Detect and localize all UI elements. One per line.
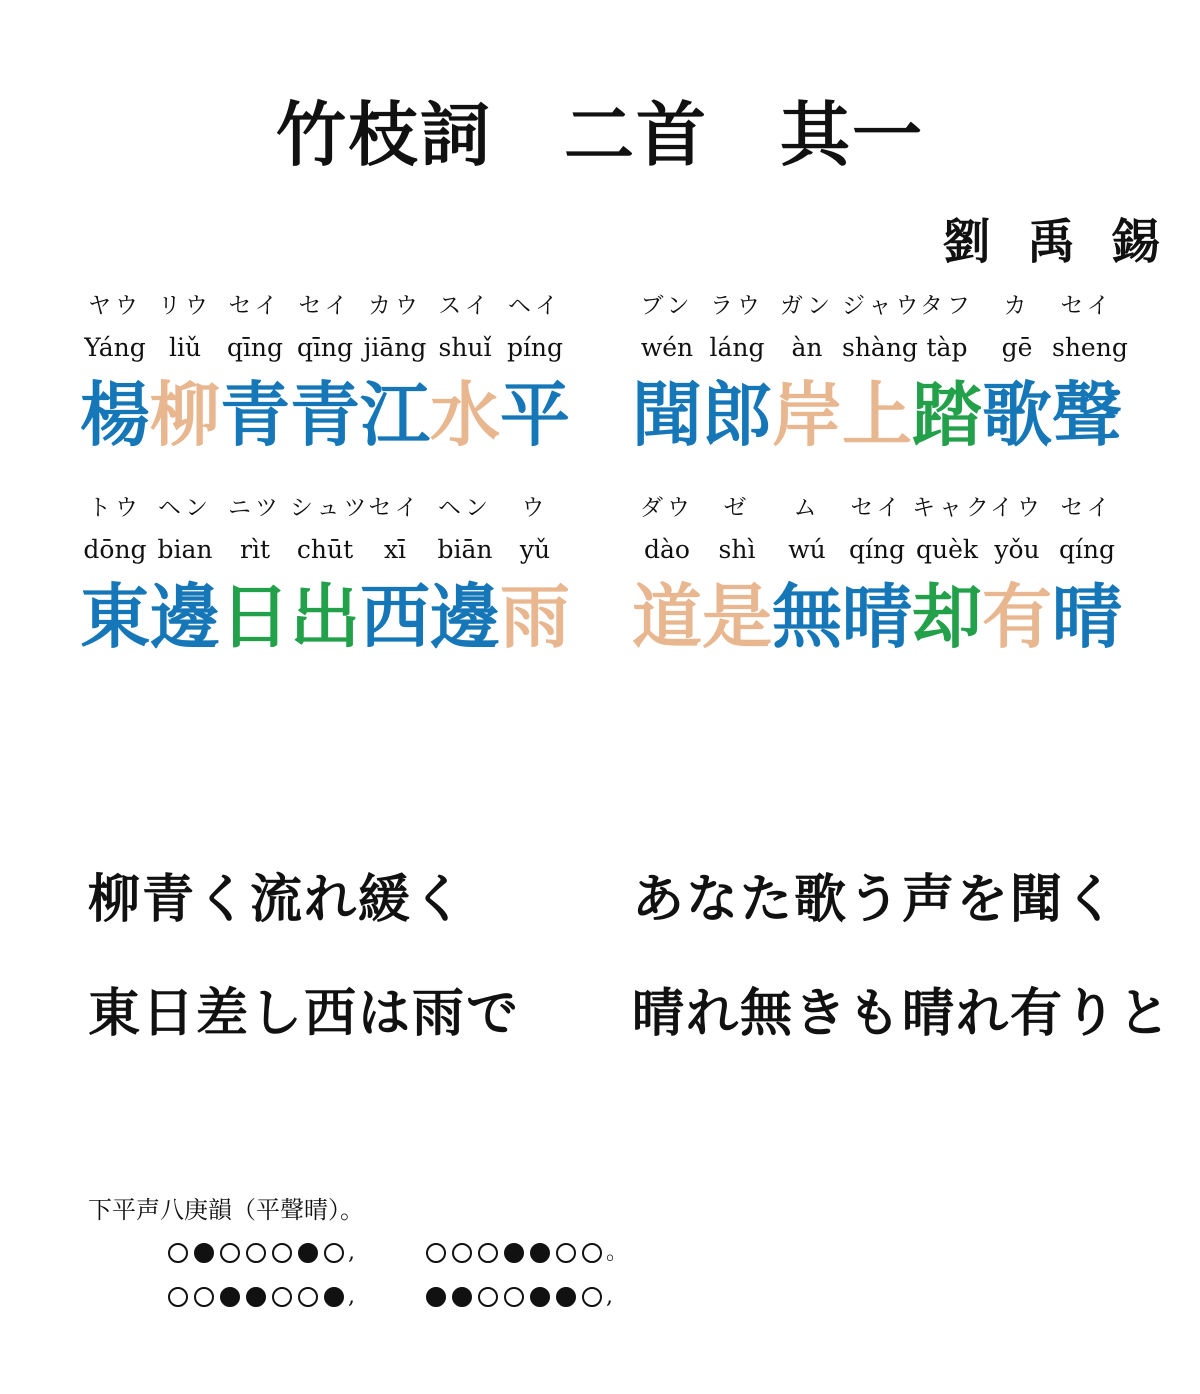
pinyin-reading: sheng [1052,333,1128,362]
hanzi-character: 岸 [772,374,842,456]
pinyin-reading: tàp [926,333,968,362]
hanzi-character: 無 [772,576,842,658]
filled-circle-icon [246,1287,266,1307]
verse-block-3 [80,488,570,662]
open-circle-icon [272,1287,292,1307]
verse-block-1 [80,286,570,460]
kana-reading: ガン [780,293,834,319]
pinyin-reading: Yáng [84,333,146,362]
hanzi-character: 楊 [80,374,150,456]
open-circle-icon [452,1243,472,1263]
filled-circle-icon [556,1287,576,1307]
filled-circle-icon [452,1287,472,1307]
pinyin-reading: wén [640,333,694,362]
pinyin-reading: liǔ [168,333,202,362]
translation-line-4: 晴れ無きも晴れ有りと [632,984,1173,1044]
pinyin-reading: quèk [915,535,979,564]
hanzi-character: 青 [290,374,360,456]
hanzi-character: 晴 [842,576,912,658]
kana-reading: カウ [368,293,422,319]
filled-circle-icon [530,1287,550,1307]
kana-reading: トウ [88,495,142,521]
kana-reading: カ [1003,293,1031,319]
pinyin-row [80,528,570,572]
hanzi-character: 青 [220,374,290,456]
kana-row [632,488,1122,528]
open-circle-icon [426,1243,446,1263]
hanzi-character: 日 [220,576,290,658]
pinyin-reading: yǒu [994,535,1040,564]
filled-circle-icon [194,1243,214,1263]
pinyin-reading: wú [788,535,826,564]
kana-reading: リウ [158,293,212,319]
hanzi-character: 道 [632,576,702,658]
hanzi-character: 雨 [500,576,570,658]
kana-reading: ラウ [710,293,764,319]
kana-reading: セイ [228,293,282,319]
pattern-punctuation: , [348,1284,355,1309]
pattern-punctuation: , [348,1240,355,1265]
open-circle-icon [556,1243,576,1263]
kana-reading: シュツ [290,495,371,521]
kana-reading: セイ [368,495,422,521]
kana-reading: キャク [912,495,993,521]
kana-reading: スイ [438,293,492,319]
poem-author: 劉 禹 錫 [942,214,1170,270]
translation-line-1: 柳青く流れ緩く [88,870,467,930]
hanzi-character: 水 [430,374,500,456]
kana-reading: タフ [920,293,974,319]
pinyin-reading: qíng [1058,535,1116,564]
translation-line-3: 東日差し西は雨で [88,984,521,1044]
verse-block-2 [632,286,1128,460]
hanzi-row [632,572,1122,662]
tonal-pattern-line-3 [168,1282,355,1312]
poem-title: 竹枝詞 二首 其一 [276,94,924,176]
kana-reading: ジャウ [842,293,923,319]
open-circle-icon [298,1287,318,1307]
kana-reading: ム [793,495,821,521]
hanzi-character: 東 [80,576,150,658]
pinyin-reading: dōng [83,535,147,564]
open-circle-icon [478,1243,498,1263]
kana-reading: ヘン [438,495,492,521]
open-circle-icon [168,1287,188,1307]
hanzi-character: 邊 [430,576,500,658]
hanzi-character: 晴 [1052,576,1122,658]
kana-reading: セイ [298,293,352,319]
filled-circle-icon [220,1287,240,1307]
pattern-punctuation: 。 [606,1240,629,1265]
pinyin-reading: àn [791,333,823,362]
pinyin-reading: chūt [296,535,354,564]
open-circle-icon [246,1243,266,1263]
hanzi-character: 踏 [912,374,982,456]
pinyin-reading: yǔ [519,535,551,564]
open-circle-icon [478,1287,498,1307]
pinyin-reading: dào [644,535,690,564]
hanzi-character: 上 [842,374,912,456]
pinyin-row [632,326,1128,370]
kana-reading: ヤウ [88,293,142,319]
open-circle-icon [324,1243,344,1263]
verse-block-4 [632,488,1122,662]
open-circle-icon [272,1243,292,1263]
kana-reading: ウ [521,495,549,521]
hanzi-row [632,370,1122,460]
kana-reading: ヘイ [508,293,562,319]
pinyin-reading: biān [437,535,493,564]
open-circle-icon [582,1243,602,1263]
kana-reading: ゼ [723,495,751,521]
kana-reading: セイ [850,495,904,521]
pinyin-reading: qīng [296,333,354,362]
kana-row [632,286,1122,326]
hanzi-row [80,572,570,662]
pinyin-row [632,528,1122,572]
pinyin-reading: qīng [226,333,284,362]
tonal-pattern-line-4 [426,1282,613,1312]
hanzi-character: 却 [912,576,982,658]
pinyin-reading: láng [709,333,765,362]
hanzi-character: 柳 [150,374,220,456]
pinyin-reading: bian [157,535,213,564]
kana-reading: ヘン [158,495,212,521]
pinyin-reading: jiāng [363,333,427,362]
kana-reading: セイ [1060,293,1114,319]
pinyin-reading: gē [1001,333,1033,362]
kana-reading: ブン [640,293,694,319]
hanzi-row [80,370,570,460]
filled-circle-icon [530,1243,550,1263]
open-circle-icon [504,1287,524,1307]
hanzi-character: 是 [702,576,772,658]
hanzi-character: 歌 [982,374,1052,456]
rhyme-note: 下平声八庚韻（平聲晴）。 [88,1196,364,1224]
hanzi-character: 聲 [1052,374,1122,456]
hanzi-character: 出 [290,576,360,658]
filled-circle-icon [298,1243,318,1263]
open-circle-icon [194,1287,214,1307]
pinyin-reading: rìt [240,535,270,564]
hanzi-character: 有 [982,576,1052,658]
hanzi-character: 平 [500,374,570,456]
pinyin-row [80,326,570,370]
tonal-pattern-line-1 [168,1238,355,1268]
pinyin-reading: xī [383,535,407,564]
open-circle-icon [168,1243,188,1263]
kana-reading: セイ [1060,495,1114,521]
filled-circle-icon [426,1287,446,1307]
filled-circle-icon [324,1287,344,1307]
pinyin-reading: qíng [848,535,906,564]
pinyin-reading: shuǐ [438,333,492,362]
pinyin-reading: shàng [842,333,918,362]
hanzi-character: 江 [360,374,430,456]
tonal-pattern-line-2 [426,1238,628,1268]
kana-reading: イウ [990,495,1044,521]
pattern-punctuation: , [606,1284,613,1309]
hanzi-character: 邊 [150,576,220,658]
filled-circle-icon [504,1243,524,1263]
open-circle-icon [220,1243,240,1263]
open-circle-icon [582,1287,602,1307]
kana-reading: ダウ [640,495,694,521]
kana-row [80,488,570,528]
pinyin-reading: píng [506,333,564,362]
translation-line-2: あなた歌う声を聞く [632,870,1119,930]
hanzi-character: 西 [360,576,430,658]
pinyin-reading: shì [718,535,756,564]
kana-reading: ニツ [228,495,282,521]
kana-row [80,286,570,326]
hanzi-character: 聞 [632,374,702,456]
hanzi-character: 郎 [702,374,772,456]
